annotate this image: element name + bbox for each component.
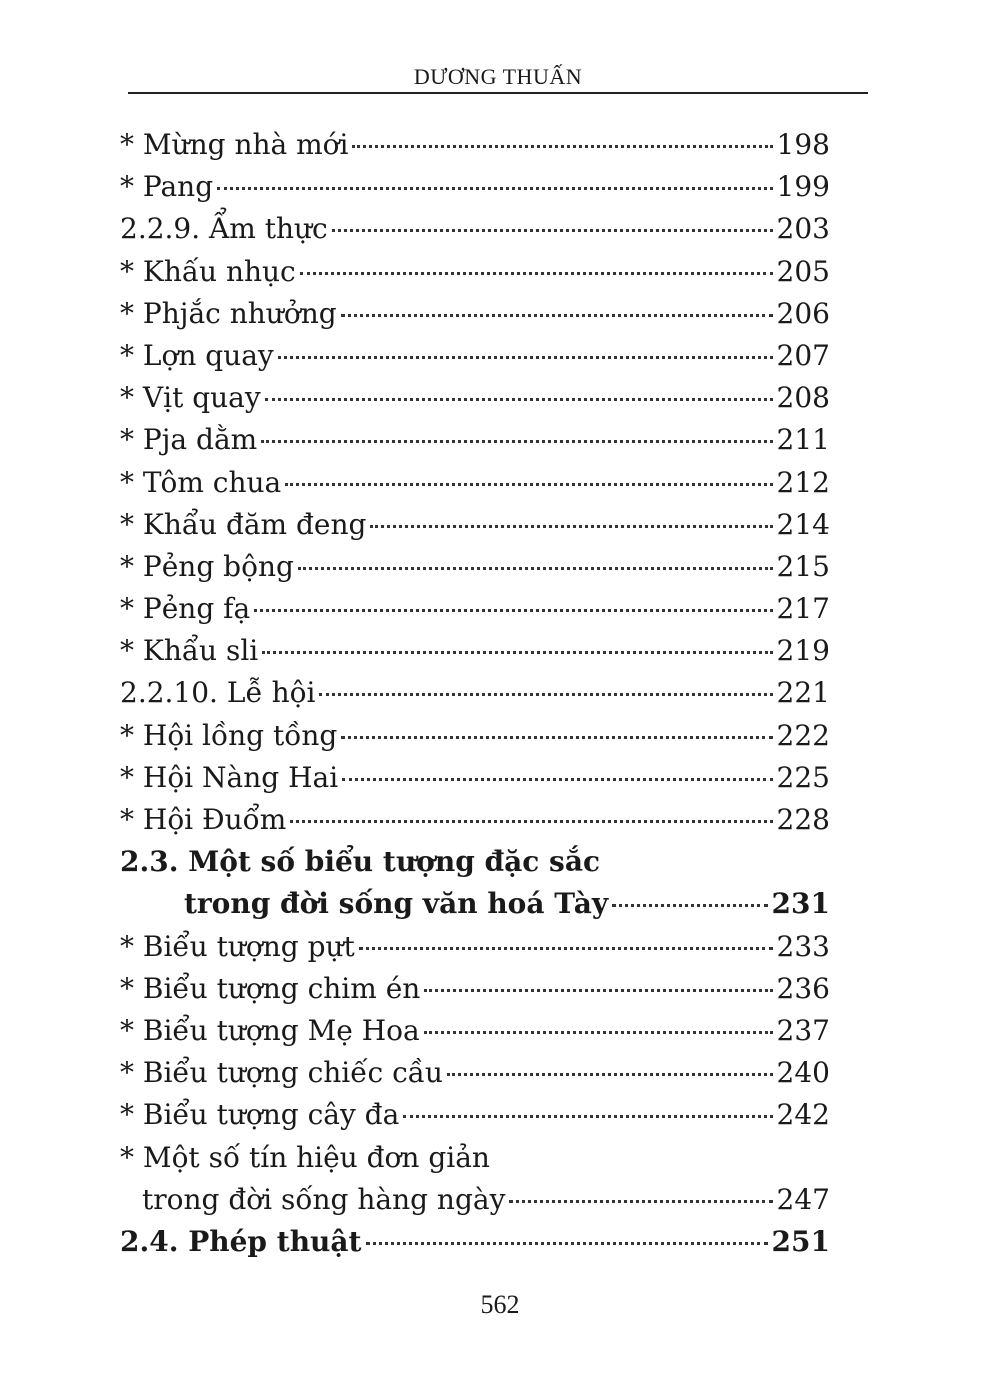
toc-label: 2.2.10. Lễ hội	[120, 676, 316, 710]
toc-entry[interactable]	[120, 1052, 830, 1094]
toc-page-number: 212	[776, 465, 830, 499]
toc-label: * Hội Nàng Hai	[120, 760, 339, 794]
dot-leader	[341, 314, 773, 317]
dot-leader	[265, 398, 773, 401]
toc-entry[interactable]	[120, 419, 830, 461]
dot-leader	[278, 356, 773, 359]
toc-entry[interactable]	[120, 926, 830, 968]
toc-label: trong đời sống văn hoá Tày	[184, 887, 609, 921]
toc-label: * Lợn quay	[120, 338, 274, 372]
header-rule	[128, 92, 868, 94]
dot-leader	[352, 145, 772, 148]
toc-page-number: 205	[776, 254, 830, 288]
toc-label: 2.2.9. Ẩm thực	[120, 212, 328, 246]
toc-page-number: 221	[776, 676, 830, 710]
dot-leader	[285, 483, 772, 486]
toc-page-number: 214	[776, 507, 830, 541]
toc-page-number: 208	[776, 381, 830, 415]
toc-label: trong đời sống hàng ngày	[142, 1182, 506, 1216]
toc-page-number: 211	[776, 423, 830, 457]
toc-label: * Biểu tượng cây đa	[120, 1098, 400, 1132]
toc-entry[interactable]	[120, 293, 830, 335]
toc-entry[interactable]	[120, 462, 830, 504]
toc-label: * Tôm chua	[120, 465, 282, 499]
toc-page-number: 198	[776, 128, 830, 161]
toc-label: * Pẻng bộng	[120, 549, 294, 583]
toc-page-number: 251	[771, 1224, 830, 1258]
toc-label: 2.3. Một số biểu tượng đặc sắc	[120, 845, 601, 879]
toc-label: * Pẻng fạ	[120, 592, 251, 626]
toc-label: * Một số tín hiệu đơn giản	[120, 1140, 490, 1174]
toc-label: * Biểu tượng chiếc cầu	[120, 1056, 443, 1090]
toc-entry[interactable]	[120, 588, 830, 630]
page-number: 562	[480, 1290, 520, 1319]
toc-entry[interactable]	[120, 1010, 830, 1052]
toc-entry[interactable]	[120, 335, 830, 377]
dot-leader	[341, 736, 772, 739]
toc-entry[interactable]	[120, 377, 830, 419]
toc-page-number: 233	[776, 929, 830, 963]
dot-leader	[261, 440, 772, 443]
dot-leader	[290, 820, 772, 823]
toc-entry-signals-line2[interactable]	[120, 1179, 830, 1221]
toc-label: * Vịt quay	[120, 381, 261, 415]
toc-label: * Phjắc nhưởng	[120, 296, 337, 330]
toc-page-number: 199	[776, 170, 830, 204]
toc-page-number: 247	[776, 1182, 830, 1216]
dot-leader	[298, 567, 773, 570]
dot-leader	[300, 272, 773, 275]
toc-entry[interactable]	[120, 124, 830, 166]
toc-entry[interactable]	[120, 672, 830, 714]
toc-label: * Biểu tượng pựt	[120, 929, 355, 963]
dot-leader	[254, 609, 772, 612]
toc-page-number: 203	[776, 212, 830, 246]
toc-entry[interactable]	[120, 799, 830, 841]
toc-label: * Biểu tượng chim én	[120, 971, 421, 1005]
toc-label: * Pja dằm	[120, 423, 258, 457]
toc-page-number: 228	[776, 803, 830, 836]
dot-leader	[370, 525, 772, 528]
toc-label: 2.4. Phép thuật	[120, 1224, 362, 1258]
dot-leader	[359, 947, 773, 950]
toc-entry-2-4[interactable]	[120, 1221, 830, 1263]
toc-label: * Hội lồng tồng	[120, 718, 338, 752]
toc-page-number: 215	[776, 549, 830, 583]
toc-entry[interactable]	[120, 630, 830, 672]
toc-entry[interactable]	[120, 504, 830, 546]
table-of-contents	[120, 124, 830, 1263]
toc-label: * Hội Đuổm	[120, 803, 287, 836]
dot-leader	[319, 693, 772, 696]
toc-page-number: 217	[776, 592, 830, 626]
dot-leader	[403, 1115, 772, 1118]
toc-page-number: 231	[771, 887, 830, 921]
dot-leader	[366, 1242, 768, 1245]
toc-label: * Pang	[120, 170, 214, 204]
toc-entry[interactable]	[120, 1094, 830, 1136]
dot-leader	[217, 187, 772, 190]
dot-leader	[612, 904, 767, 907]
toc-entry-2-3-line1	[120, 841, 830, 883]
toc-entry-2-3-line2[interactable]	[120, 883, 830, 925]
dot-leader	[447, 1073, 773, 1076]
toc-page-number: 222	[776, 718, 830, 752]
dot-leader	[424, 1031, 773, 1034]
toc-page-number: 242	[776, 1098, 830, 1132]
toc-label: * Khẩu sli	[120, 634, 259, 668]
toc-entry[interactable]	[120, 715, 830, 757]
toc-label: * Mừng nhà mới	[120, 128, 349, 161]
toc-page-number: 236	[776, 971, 830, 1005]
dot-leader	[509, 1200, 772, 1203]
toc-label: * Khẩu đăm đeng	[120, 507, 367, 541]
toc-entry[interactable]	[120, 208, 830, 250]
toc-entry[interactable]	[120, 251, 830, 293]
dot-leader	[262, 651, 772, 654]
toc-page-number: 206	[776, 296, 830, 330]
toc-page-number: 240	[776, 1056, 830, 1090]
toc-label: * Khấu nhục	[120, 254, 296, 288]
toc-page-number: 225	[776, 760, 830, 794]
running-header: DƯƠNG THUẤN	[413, 64, 583, 89]
toc-entry[interactable]	[120, 166, 830, 208]
toc-entry[interactable]	[120, 546, 830, 588]
toc-page-number: 237	[776, 1013, 830, 1047]
dot-leader	[424, 989, 772, 992]
toc-entry[interactable]	[120, 757, 830, 799]
toc-entry[interactable]	[120, 968, 830, 1010]
toc-page-number: 219	[776, 634, 830, 668]
toc-page-number: 207	[776, 338, 830, 372]
dot-leader	[332, 229, 773, 232]
dot-leader	[342, 778, 772, 781]
toc-label: * Biểu tượng Mẹ Hoa	[120, 1013, 420, 1047]
toc-entry-signals-line1	[120, 1137, 830, 1179]
